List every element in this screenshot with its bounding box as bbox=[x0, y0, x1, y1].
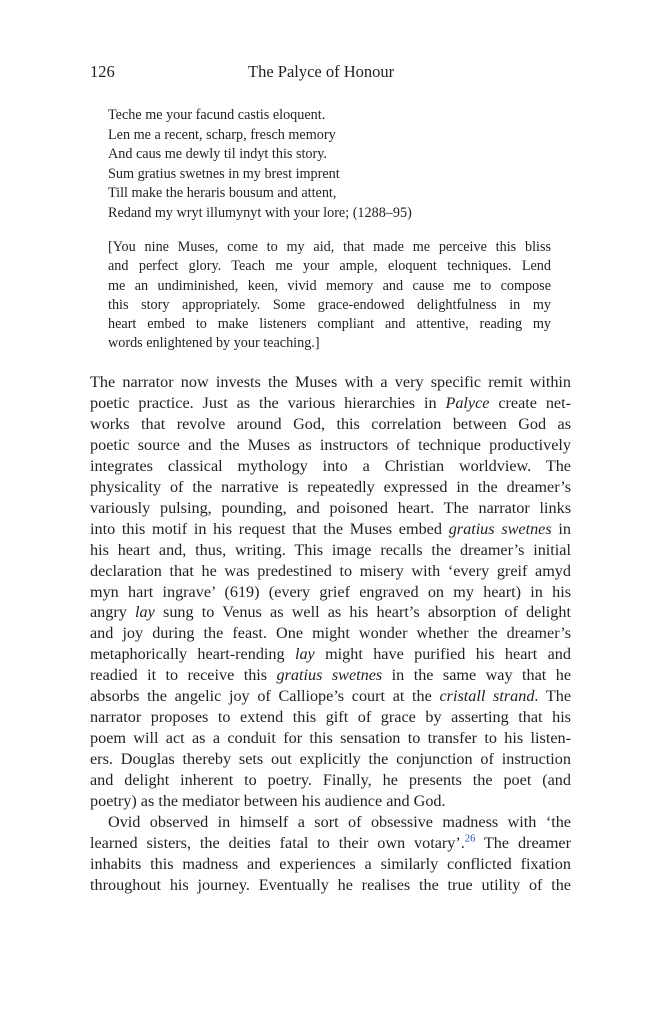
body-line: works that revolve around God, this correlation between God as bbox=[90, 414, 571, 433]
body-line: variously pulsing, pounding, and poisoned heart. The narrator links bbox=[90, 498, 571, 517]
body-text bbox=[90, 372, 571, 896]
body-line: inhabits this madness and experiences a similarly conflicted fixation bbox=[90, 854, 571, 873]
body-line: poetic practice. Just as the various hierarchies in Palyce create net- bbox=[90, 393, 572, 412]
footnote-reference[interactable]: 26 bbox=[464, 833, 476, 845]
body-line: and delight inherent to poetry. Finally, he presents the poet (and bbox=[90, 771, 571, 790]
body-line: integrates classical mythology into a Christian worldview. The bbox=[90, 456, 571, 475]
italic-term: gratius swetnes bbox=[276, 666, 383, 685]
body-line: ers. Douglas thereby sets out explicitly the conjunction of instruction bbox=[90, 750, 571, 769]
body-line: and joy during the feast. One might wonder whether the dreamer’s bbox=[90, 624, 571, 643]
body-line: narrator proposes to extend this gift of grace by asserting that his bbox=[90, 708, 571, 727]
body-line: angry lay sung to Venus as well as his heart’s absorption of delight bbox=[90, 603, 571, 622]
body-line: The narrator now invests the Muses with a very specific remit within bbox=[90, 373, 571, 391]
verse-line: Redand my wryt illumynyt with your lore; (1288–95) bbox=[108, 204, 412, 221]
translation-line: heart embed to make listeners compliant and attentive, reading my bbox=[108, 316, 551, 333]
italic-term: lay bbox=[135, 603, 155, 622]
verse-quotation bbox=[108, 106, 568, 224]
body-line: Ovid observed in himself a sort of obsessive madness with ‘the bbox=[108, 813, 571, 832]
body-line: metaphorically heart-rending lay might have purified his heart and bbox=[90, 645, 571, 664]
translation-line: [You nine Muses, come to my aid, that made me perceive this bliss bbox=[108, 239, 551, 255]
body-line: readied it to receive this gratius swetnes in the same way that he bbox=[90, 666, 572, 685]
verse-line: Sum gratius swetnes in my brest imprent bbox=[108, 165, 340, 182]
verse-translation bbox=[108, 238, 551, 354]
body-line: his heart and, thus, writing. This image recalls the dreamer’s initial bbox=[90, 540, 571, 559]
body-line: learned sisters, the deities fatal to their own votary’.$^{26}$ The dreamer bbox=[90, 833, 571, 852]
body-line: poem will act as a conduit for this sensation to transfer to his listen- bbox=[90, 729, 571, 748]
body-line: into this motif in his request that the Muses embed gratius swetnes in bbox=[90, 519, 571, 538]
italic-term: gratius swetnes bbox=[448, 519, 552, 538]
verse-line: Till make the heraris bousum and attent, bbox=[108, 185, 337, 202]
italic-term: cristall strand bbox=[439, 687, 535, 706]
body-line: myn hart ingrave’ (619) (every grief engraved on my heart) in his bbox=[90, 582, 571, 601]
translation-line: words enlightened by your teaching.] bbox=[108, 335, 320, 352]
page-number: 126 bbox=[90, 62, 115, 81]
translation-line: and perfect glory. Teach me your ample, eloquent techniques. Lend bbox=[108, 258, 551, 275]
italic-term: lay bbox=[294, 645, 315, 664]
body-line: declaration that he was predestined to misery with ‘every greif amyd bbox=[90, 561, 571, 580]
translation-line: me an undiminished, keen, vivid memory and cause me to compose bbox=[108, 277, 551, 294]
body-line: poetry) as the mediator between his audience and God. bbox=[90, 792, 446, 811]
verse-line: And caus me dewly til indyt this story. bbox=[108, 146, 327, 163]
running-head bbox=[90, 62, 572, 84]
body-line: physicality of the narrative is repeatedly expressed in the dreamer’s bbox=[90, 477, 571, 496]
body-line: throughout his journey. Eventually he realises the true utility of the bbox=[90, 875, 571, 894]
verse-line: Len me a recent, scharp, fresch memory bbox=[108, 126, 336, 143]
italic-term: Palyce bbox=[445, 393, 490, 412]
body-line: poetic source and the Muses as instructors of technique productively bbox=[90, 435, 571, 454]
running-title: The Palyce of Honour bbox=[248, 62, 395, 81]
verse-line: Teche me your facund castis eloquent. bbox=[108, 107, 326, 123]
body-line: absorbs the angelic joy of Calliope’s court at the cristall strand. The bbox=[90, 687, 572, 706]
translation-line: this story appropriately. Some grace-endowed delightfulness in my bbox=[108, 296, 551, 313]
